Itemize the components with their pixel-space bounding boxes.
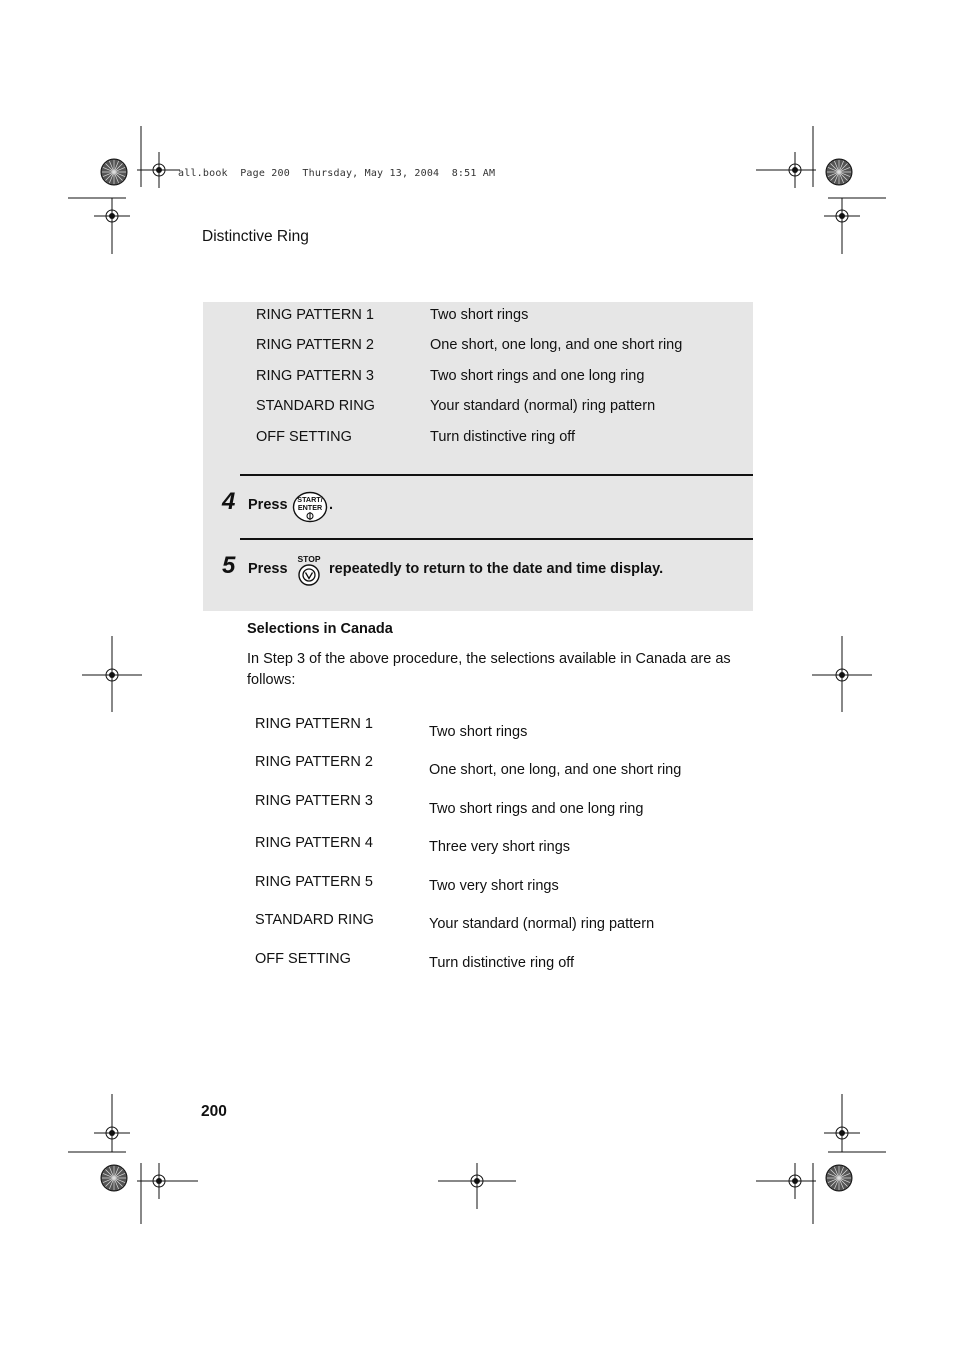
ca-setting-7: OFF SETTING	[255, 951, 351, 967]
ca-setting-4: RING PATTERN 4	[255, 835, 373, 851]
start-key-label: START/	[297, 495, 323, 504]
ca-description-7: Turn distinctive ring off	[429, 955, 575, 971]
section-title: Selections in Canada	[247, 621, 393, 637]
ca-description-6: Your standard (normal) ring pattern	[429, 916, 655, 932]
us-description-5: Turn distinctive ring off	[430, 429, 576, 445]
us-description-4: Your standard (normal) ring pattern	[430, 398, 656, 414]
step-5-instruction: repeatedly to return to the date and time display.	[329, 561, 664, 577]
enter-key-label: ENTER	[297, 503, 323, 512]
stop-key-label: STOP	[297, 554, 321, 564]
section-body: In Step 3 of the above procedure, the selections available in Canada are as follows:	[247, 651, 731, 688]
us-setting-1: RING PATTERN 1	[256, 307, 374, 323]
us-description-2: One short, one long, and one short ring	[430, 337, 683, 353]
ca-description-5: Two very short rings	[429, 878, 559, 894]
page-number: 200	[201, 1103, 227, 1120]
ca-setting-6: STANDARD RING	[255, 912, 374, 928]
ca-setting-1: RING PATTERN 1	[255, 716, 373, 732]
step-4-press-label: Press	[248, 497, 288, 513]
us-description-3: Two short rings and one long ring	[430, 368, 645, 384]
us-description-1: Two short rings	[430, 307, 529, 323]
ca-description-3: Two short rings and one long ring	[429, 801, 644, 817]
step-4-period: .	[329, 497, 334, 513]
ca-description-1: Two short rings	[429, 724, 528, 740]
print-header: all.book Page 200 Thursday, May 13, 2004 8:51 AM	[178, 168, 496, 179]
ca-description-4: Three very short rings	[429, 839, 571, 855]
us-setting-4: STANDARD RING	[256, 398, 375, 414]
us-setting-2: RING PATTERN 2	[256, 337, 374, 353]
us-setting-5: OFF SETTING	[256, 429, 352, 445]
step-4-number: 4	[222, 488, 236, 515]
step-5-number: 5	[222, 552, 236, 579]
ca-setting-3: RING PATTERN 3	[255, 793, 373, 809]
us-setting-3: RING PATTERN 3	[256, 368, 374, 384]
step-5-press-label: Press	[248, 561, 288, 577]
ca-description-2: One short, one long, and one short ring	[429, 762, 682, 778]
ca-setting-5: RING PATTERN 5	[255, 874, 373, 890]
running-head: Distinctive Ring	[202, 228, 309, 245]
ca-setting-2: RING PATTERN 2	[255, 754, 373, 770]
